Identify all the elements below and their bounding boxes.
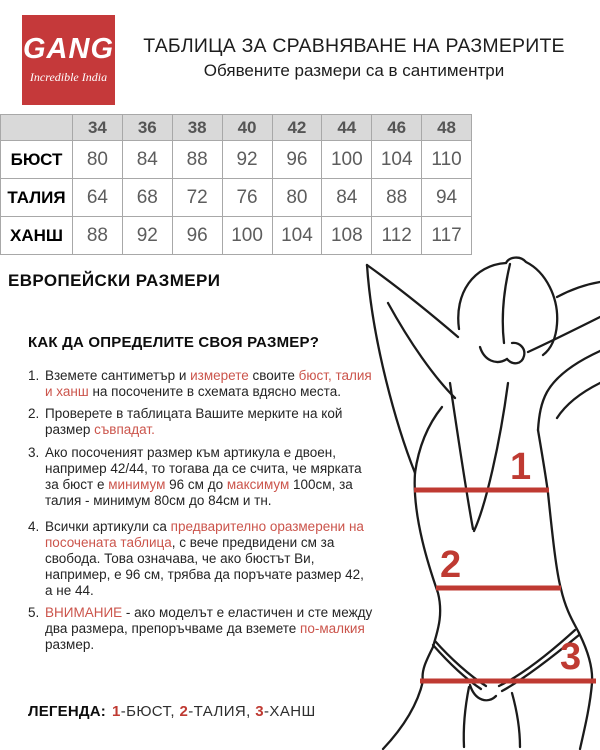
legend [28,703,316,720]
instructions-section [28,334,375,653]
size-column-header: 40 [222,115,272,141]
highlighted-text: минимум [108,477,166,492]
measurement-lines [414,446,596,681]
size-column-header: 34 [73,115,123,141]
size-column-header: 44 [322,115,372,141]
hip-line-label: 3 [560,636,582,678]
instruction-number: 1. [28,368,40,383]
text-segment: -ТАЛИЯ, [188,703,256,720]
bust-line-label: 1 [510,446,532,488]
highlighted-text: ВНИМАНИЕ [45,605,123,620]
text-segment: своите [248,368,299,383]
page-title: ТАБЛИЦА ЗА СРАВНЯВАНЕ НА РАЗМЕРИТЕ [143,35,565,57]
instruction-item [28,368,375,400]
highlighted-text: 1 [111,703,121,720]
highlighted-text: по-малкия [300,621,365,636]
size-value-cell: 84 [122,141,172,179]
size-value-cell: 112 [372,217,422,255]
size-value-cell: 117 [422,217,472,255]
size-value-cell: 88 [372,179,422,217]
highlighted-text: съвпадат. [94,422,155,437]
page-header [118,34,590,83]
instruction-number: 3. [28,445,40,460]
instruction-number: 4. [28,519,40,534]
highlighted-text: измерете [190,368,249,383]
instruction-item [28,605,375,653]
instruction-item [28,445,375,509]
size-column-header: 42 [272,115,322,141]
size-value-cell: 110 [422,141,472,179]
size-value-cell: 104 [372,141,422,179]
size-value-cell: 88 [73,217,123,255]
page-subtitle: Обявените размери са в сантиментри [203,61,505,80]
text-segment: , с вече предвидени см за свобода. Това означава, че ако бюстът Ви, например, е 96 см, трябва да поръчате размер 42, а не 44. [45,535,364,598]
size-column-header: 36 [122,115,172,141]
measurement-row-label: ХАНШ [1,217,73,255]
instruction-text [45,605,375,653]
size-value-cell: 84 [322,179,372,217]
legend-label: ЛЕГЕНДА: [28,703,106,720]
instruction-number: 5. [28,605,40,620]
text-segment: размер. [45,637,95,652]
size-value-cell: 92 [222,141,272,179]
instruction-text [45,406,375,438]
size-column-header: 38 [172,115,222,141]
legend-items [112,703,316,720]
size-column-header: 46 [372,115,422,141]
size-value-cell: 80 [73,141,123,179]
highlighted-text: максимум [226,477,290,492]
measurement-row-label: БЮСТ [1,141,73,179]
text-segment: Вземете сантиметър и [45,368,191,383]
size-value-cell: 96 [272,141,322,179]
text-segment: Всички артикули са [45,519,171,534]
how-to-heading: КАК ДА ОПРЕДЕЛИТЕ СВОЯ РАЗМЕР? [28,334,320,351]
highlighted-text: бюст, талия и ханш [45,368,372,399]
size-value-cell: 72 [172,179,222,217]
size-value-cell: 80 [272,179,322,217]
size-value-cell: 100 [222,217,272,255]
size-value-cell: 68 [122,179,172,217]
size-value-cell: 92 [122,217,172,255]
highlighted-text: предварително оразмерени на посочената таблица [45,519,364,550]
text-segment: -БЮСТ, [120,703,180,720]
brand-logo [22,15,115,105]
table-header-row [1,115,472,141]
waist-line-label: 2 [440,544,462,586]
size-value-cell: 64 [73,179,123,217]
measurement-figure-illustration [360,255,600,750]
table-row [1,179,472,217]
size-value-cell: 104 [272,217,322,255]
brand-tagline: Incredible India [29,70,108,84]
measurement-row-label: ТАЛИЯ [1,179,73,217]
european-sizes-heading: ЕВРОПЕЙСКИ РАЗМЕРИ [8,271,221,290]
table-corner-cell [1,115,73,141]
size-value-cell: 94 [422,179,472,217]
text-segment: на посочените в схемата вдясно места. [88,384,341,399]
size-value-cell: 100 [322,141,372,179]
instruction-text [45,368,375,400]
instructions-list [28,368,375,653]
brand-name: GANG [23,33,114,65]
instruction-number: 2. [28,406,40,421]
size-value-cell: 108 [322,217,372,255]
size-value-cell: 76 [222,179,272,217]
size-value-cell: 96 [172,217,222,255]
text-segment: 96 см до [165,477,227,492]
table-row [1,141,472,179]
table-row [1,217,472,255]
text-segment: - ако моделът е еластичен и сте между два размера, препоръчваме да вземете [45,605,373,636]
text-segment: 100см, за талия - минимум 80см до 84см и тн. [45,477,353,508]
text-segment: Ако посоченият размер към артикула е двоен, например 42/44, то тогава да се счита, че мярката за бюст е [45,445,362,492]
instruction-item [28,519,375,599]
text-segment: -ХАНШ [264,703,316,720]
text-segment: Проверете в таблицата Вашите мерките на кой размер [45,406,343,437]
size-column-header: 48 [422,115,472,141]
instruction-item [28,406,375,438]
instruction-text [45,445,375,509]
highlighted-text: 3 [255,703,265,720]
size-table [0,114,472,255]
highlighted-text: 2 [179,703,189,720]
size-value-cell: 88 [172,141,222,179]
instruction-text [45,519,375,599]
